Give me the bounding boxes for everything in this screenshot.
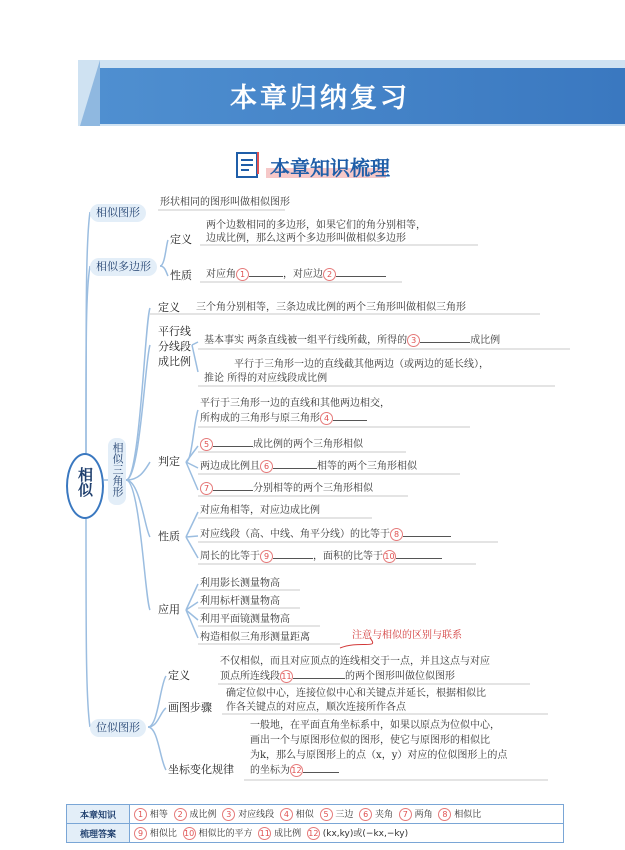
answer-num: 3	[222, 808, 235, 821]
blank-1	[249, 276, 283, 277]
answer-num: 9	[134, 827, 147, 840]
answer-num: 5	[320, 808, 333, 821]
triangle-def-text: 三个角分别相等，三条边成比例的两个三角形叫做相似三角形	[196, 302, 466, 313]
coord-line4	[250, 764, 339, 778]
similar-figures-def: 形状相同的图形叫做相似图形	[160, 197, 290, 208]
drawing-steps-line2: 作各关键点的对应点，顺次连接所作各点	[226, 702, 406, 713]
corollary-text: 所得的对应线段成比例	[227, 373, 328, 384]
blank-num-6: 6	[260, 460, 273, 473]
answer-head-1: 本章知识	[67, 805, 130, 824]
prop3-text-a: 周长的比等于	[200, 551, 260, 562]
basic-fact-text: 两条直线被一组平行线所截，所得的	[247, 335, 408, 346]
basic-fact-label: 基本事实	[204, 335, 244, 346]
handwritten-note: 注意与相似的区别与联系	[352, 630, 462, 641]
answer-num: 11	[259, 829, 270, 838]
coord-line3: 为k，那么与原图形上的点（x，y）对应的位似图形上的点	[250, 750, 508, 761]
polygon-def-line2: 边成比例，那么这两个多边形叫做相似多边形	[206, 233, 406, 244]
application-label: 应用	[158, 603, 180, 616]
blank-7	[213, 490, 253, 491]
polygon-def-line1: 两个边数相同的多边形，如果它们的角分别相等，	[206, 220, 426, 231]
blank-num-4: 4	[320, 412, 333, 425]
triangle-prop-label: 性质	[158, 530, 180, 543]
answer-num: 12	[308, 829, 319, 838]
blank-num-7: 7	[200, 482, 213, 495]
answer-num: 8	[438, 808, 451, 821]
blank-12	[303, 772, 339, 773]
polygon-prop-label: 性质	[170, 269, 192, 282]
blank-num-9: 9	[260, 550, 273, 563]
answer-cell-2	[130, 824, 564, 843]
polygon-prop-line	[206, 268, 386, 282]
blank-9	[273, 558, 313, 559]
answer-text: 相似比的平方	[198, 829, 253, 839]
answer-cell-1	[130, 805, 564, 824]
homothety-def-label: 定义	[168, 669, 190, 682]
corollary-line2	[204, 372, 327, 386]
answer-head-2: 梳理答案	[67, 824, 130, 843]
blank-num-12: 12	[291, 766, 302, 775]
prop3-text-b: ，面积的比等于	[313, 551, 383, 562]
judge4-line	[200, 482, 373, 496]
blank-2	[336, 276, 386, 277]
judge1-line2	[200, 412, 367, 426]
drawing-steps-label: 画图步骤	[168, 701, 212, 714]
similar-triangles-label: 相似三角形	[111, 442, 124, 497]
answer-table	[66, 804, 564, 843]
judge1-line1: 平行于三角形一边的直线和其他两边相交，	[200, 398, 390, 409]
answer-num: 6	[359, 808, 372, 821]
corollary-label: 推论	[204, 373, 224, 384]
coord-text: 的坐标为	[250, 765, 290, 776]
prop2-text: 对应线段（高、中线、角平分线）的比等于	[200, 529, 390, 540]
judge3-text-a: 两边成比例且	[200, 461, 260, 472]
blank-num-5: 5	[200, 438, 213, 451]
blank-5	[213, 446, 253, 447]
application-1: 利用影长测量物高	[200, 578, 280, 589]
blank-num-1: 1	[236, 268, 249, 281]
homothety-def-text-a: 顶点所连线段	[220, 671, 280, 682]
answer-row-2	[67, 824, 564, 843]
blank-num-3: 3	[407, 334, 420, 347]
homothety-def-line2	[220, 670, 455, 684]
judge2-line	[200, 438, 363, 452]
node-similar-figures: 相似图形	[90, 204, 146, 222]
answer-text: 成比例	[189, 810, 217, 820]
root-label: 相似	[76, 467, 94, 497]
prop2-line	[200, 528, 451, 542]
judge3-line	[200, 460, 417, 474]
blank-10	[396, 558, 442, 559]
root-node	[66, 453, 104, 519]
blank-num-11: 11	[281, 672, 292, 681]
chapter-title: 本章归纳复习	[230, 83, 410, 114]
coordinate-rule-label: 坐标变化规律	[168, 763, 234, 776]
homothety-def-line1: 不仅相似，而且对应顶点的连线相交于一点，并且这点与对应	[220, 656, 490, 667]
prop-angle-text: 对应角	[206, 269, 236, 280]
blank-6	[273, 468, 317, 469]
judge2-text: 成比例的两个三角形相似	[253, 439, 363, 450]
answer-text: 三边	[335, 810, 354, 820]
blank-8	[403, 536, 451, 537]
answer-text: 两角	[414, 810, 433, 820]
judge4-text: 分别相等的两个三角形相似	[253, 483, 373, 494]
basic-fact-tail: 成比例	[470, 335, 501, 346]
answer-text: (kx,ky)或(−kx,−ky)	[322, 829, 409, 839]
answer-text: 成比例	[274, 829, 302, 839]
node-similar-triangles	[108, 438, 126, 505]
judge-label: 判定	[158, 455, 180, 468]
basic-fact-line	[204, 334, 500, 348]
parallel-lines-label: 平行线分线段成比例	[158, 325, 191, 368]
answer-text: 相似	[295, 810, 314, 820]
blank-num-2: 2	[323, 268, 336, 281]
judge3-text-b: 相等的两个三角形相似	[317, 461, 417, 472]
prop-side-text: ，对应边	[283, 269, 323, 280]
application-3: 利用平面镜测量物高	[200, 614, 290, 625]
application-4: 构造相似三角形测量距离	[200, 632, 310, 643]
answer-text: 相似比	[149, 829, 177, 839]
answer-text: 夹角	[375, 810, 394, 820]
blank-3	[420, 342, 470, 343]
answer-num: 4	[280, 808, 293, 821]
polygon-def-label: 定义	[170, 233, 192, 246]
answer-text: 对应线段	[238, 810, 275, 820]
coord-line1: 一般地，在平面直角坐标系中，如果以原点为位似中心，	[250, 720, 500, 731]
answer-num: 10	[184, 829, 195, 838]
node-similar-polygons: 相似多边形	[90, 258, 157, 276]
homothety-def-text-b: 的两个图形叫做位似图形	[345, 671, 455, 682]
answer-row-1	[67, 805, 564, 824]
answer-num: 2	[174, 808, 187, 821]
blank-num-10: 10	[384, 552, 395, 561]
drawing-steps-line1: 确定位似中心，连接位似中心和关键点并延长，根据相似比	[226, 688, 486, 699]
answer-text: 相似比	[454, 810, 482, 820]
prop1-text: 对应角相等，对应边成比例	[200, 505, 320, 516]
prop3-line	[200, 550, 442, 564]
blank-4	[333, 420, 367, 421]
blank-num-8: 8	[390, 528, 403, 541]
answer-num: 7	[399, 808, 412, 821]
coord-line2: 画出一个与原图形位似的图形，使它与原图形的相似比	[250, 735, 490, 746]
node-homothetic-figures: 位似图形	[90, 719, 146, 737]
corollary-line1: 平行于三角形一边的直线截其他两边（或两边的延长线），	[234, 359, 489, 370]
answer-num: 1	[134, 808, 147, 821]
blank-11	[293, 678, 345, 679]
answer-text: 相等	[149, 810, 168, 820]
application-2: 利用标杆测量物高	[200, 596, 280, 607]
section-title: 本章知识梳理	[270, 156, 390, 180]
judge1-text: 所构成的三角形与原三角形	[200, 413, 320, 424]
triangle-def-label: 定义	[158, 301, 180, 314]
